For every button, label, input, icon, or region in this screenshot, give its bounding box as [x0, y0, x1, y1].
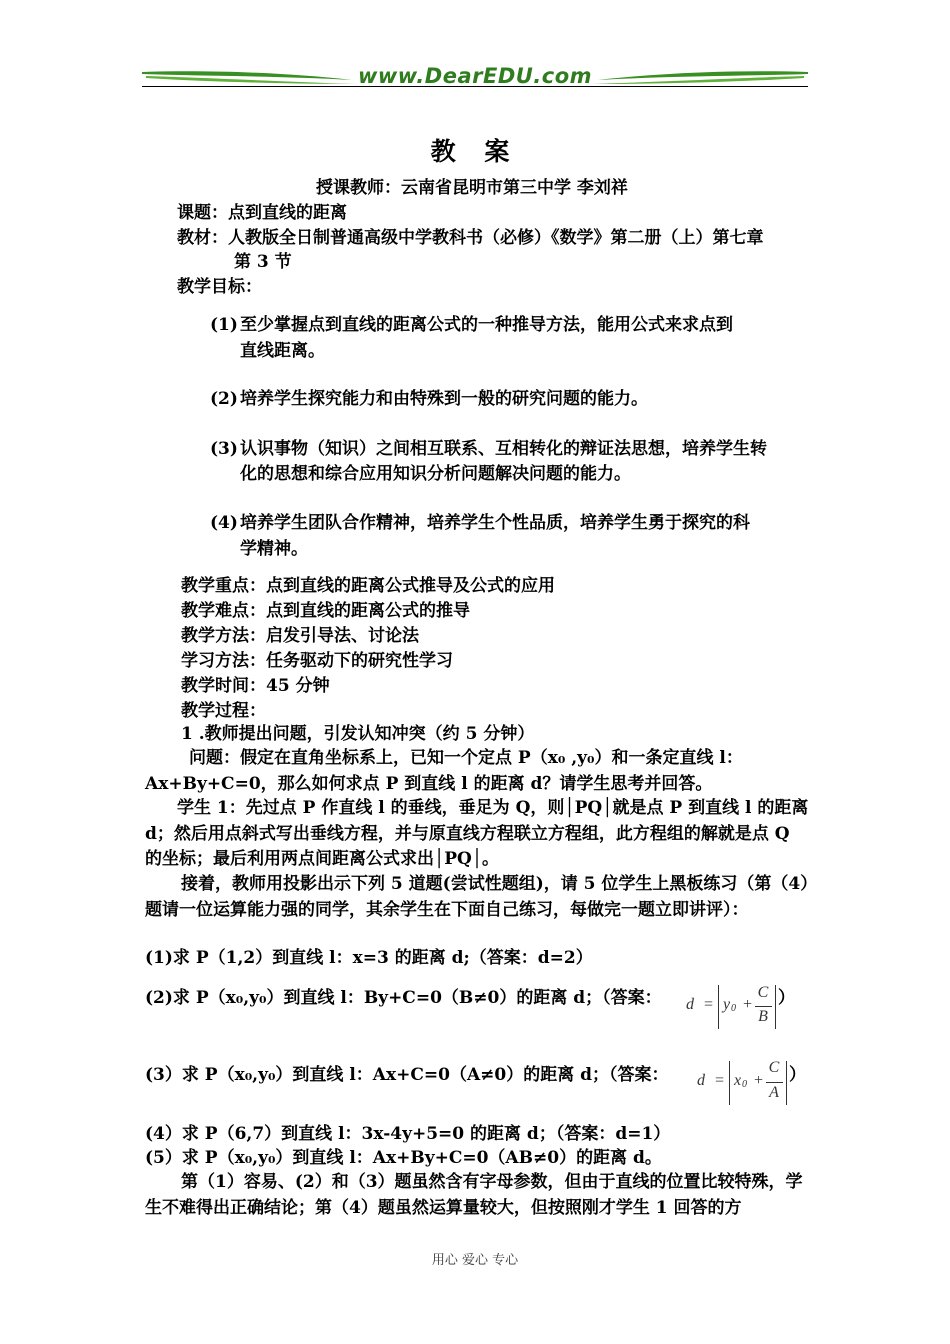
textbook-line-2: 第 3 节 — [234, 252, 292, 272]
teacher-line: 授课教师：云南省昆明市第三中学 李刘祥 — [316, 178, 628, 198]
exercise-item: (4）求 P（6,7）到直线 l：3x-4y+5=0 的距离 d；（答案：d=1） — [145, 1124, 671, 1144]
goal-text: 培养学生团队合作精神，培养学生个性品质，培养学生勇于探究的科 — [240, 513, 750, 533]
exercise-item: (2)求 P（x₀,y₀）到直线 l：By+C=0（B≠0）的距离 d；（答案： — [145, 988, 662, 1008]
exercise-item: (3）求 P（x₀,y₀）到直线 l：Ax+C=0（A≠0）的距离 d；（答案： — [145, 1065, 669, 1085]
abs-bar-right — [786, 1061, 787, 1105]
abs-bar-left — [718, 985, 719, 1029]
step-heading: 1 .教师提出问题，引发认知冲突（约 5 分钟） — [181, 724, 535, 744]
key-point-line: 教学重点：点到直线的距离公式推导及公式的应用 — [181, 576, 555, 596]
student-answer-paragraph: 学生 1：先过点 P 作直线 l 的垂线，垂足为 Q，则│PQ│就是点 P 到直线 l 的距离 d；然后用点斜式写出垂线方程，并与原直线方程联立方程组，此方程组的解就是点 Q 的坐标；最后利用两点间距离公式求出│PQ│。 — [145, 798, 809, 869]
time-line: 教学时间：45 分钟 — [181, 676, 330, 696]
goal-text: 培养学生探究能力和由特殊到一般的研究问题的能力。 — [240, 389, 648, 409]
textbook-line: 教材：人教版全日制普通高级中学教科书（必修）《数学》第二册（上）第七章 — [177, 228, 764, 248]
page-footer: 用心 爱心 专心 — [431, 1253, 519, 1268]
site-url: www.DearEDU.com — [357, 64, 593, 88]
goal-text: 认识事物（知识）之间相互联系、互相转化的辩证法思想，培养学生转 — [240, 439, 767, 459]
goal-number: (2) — [210, 389, 238, 409]
process-label: 教学过程： — [181, 701, 266, 721]
method-line: 教学方法：启发引导法、讨论法 — [181, 626, 419, 646]
fraction-bar — [755, 1006, 772, 1007]
difficulty-line: 教学难点：点到直线的距离公式的推导 — [181, 601, 470, 621]
answer-close: ） — [778, 988, 795, 1008]
goal-number: (3) — [210, 439, 238, 459]
goal-text: 至少掌握点到直线的距离公式的一种推导方法，能用公式来求点到 — [240, 315, 733, 335]
learning-line: 学习方法：任务驱动下的研究性学习 — [181, 651, 453, 671]
goal-text: 直线距离。 — [240, 341, 325, 361]
answer-close: ） — [789, 1065, 806, 1085]
document-page: www.DearEDU.com 教 案 授课教师：云南省昆明市第三中学 李刘祥 课题：点到直线的距离 教材：人教版全日制普通高级中学教科书（必修）《数学》第二册（上）第七章 第 3 节 教学目标： (1) 至少掌握点到直线的距离公式的一种推导方法，能用公式来求点到 直线距离。 (2) 培养学生探究能力和由特殊到一般的研究问题的能力。 (3) 认识事物（知识）之间相互联系、互相转化的辩证法思想，培养学生转 化的思想和综合应用知识分析问题解决问题的能力。 (4) 培养学生团队合作精神，培养学生个性品质，培养学生勇于探究的科 学精神。 教学重点：点到直线的距离公式推导及公式的应用 教学难点：点到直线的距离公式的推导 教学方法：启发引导法、讨论法 学习方法：任务驱动下的研究性学习 教学时间：45 分钟 教学过程： 1 .教师提出问题，引发认知冲突（约 5 分钟） 问题：假定在直角坐标系上，已知一个定点 P（x₀ ,y₀）和一条定直线 l：Ax+By+C=0，那么如何求点 P 到直线 l 的距离 d？请学生思考并回答。 学生 1：先过点 P 作直线 l 的垂线，垂足为 Q，则│PQ│就是点 P 到直线 l 的距离 d；然后用点斜式写出垂线方程，并与原直线方程联立方程组，此方程组的解就是点 Q 的坐标；最后利用两点间距离公式求出│PQ│。 接着，教师用投影出示下列 5 道题(尝试性题组)，请 5 位学生上黑板练习（第（4）题请一位运算能力强的同学，其余学生在下面自己练习，每做完一题立即讲评）： (1)求 P（1,2）到直线 l：x=3 的距离 d;（答案：d=2） (2)求 P（x₀,y₀）到直线 l：By+C=0（B≠0）的距离 d；（答案： d = y 0 + C B ） (3）求 P（x₀,y₀）到直线 l：Ax+C=0（A≠0）的距离 d；（答案： d = x 0 + C A ） (4）求 P（6,7）到直线 l：3x-4y+5=0 的距离 d；（答案：d=1） (5）求 P（x₀,y₀）到直线 l：Ax+By+C=0（AB≠0）的距离 d。 第（1）容易、(2）和（3）题虽然含有字母参数，但由于直线的位置比较特殊，学生不难得出正确结论；第（4）题虽然运算量较大，但按照刚才学生 1 回答的方 用心 爱心 专心 — [0, 0, 950, 1344]
exercise-item: (5）求 P（x₀,y₀）到直线 l：Ax+By+C=0（AB≠0）的距离 d。 — [145, 1148, 662, 1168]
question-paragraph: 问题：假定在直角坐标系上，已知一个定点 P（x₀ ,y₀）和一条定直线 l：Ax+By+C=0，那么如何求点 P 到直线 l 的距离 d？请学生思考并回答。 — [145, 748, 743, 794]
exercise-item: (1)求 P（1,2）到直线 l：x=3 的距离 d;（答案：d=2） — [145, 948, 593, 968]
goals-label: 教学目标： — [177, 277, 262, 297]
goal-number: (1) — [210, 315, 238, 335]
site-header — [142, 62, 808, 92]
topic-line: 课题：点到直线的距离 — [177, 203, 347, 223]
abs-bar-right — [775, 985, 776, 1029]
goal-text: 化的思想和综合应用知识分析问题解决问题的能力。 — [240, 464, 631, 484]
exercise-intro-paragraph: 接着，教师用投影出示下列 5 道题(尝试性题组)，请 5 位学生上黑板练习（第（4）题请一位运算能力强的同学，其余学生在下面自己练习，每做完一题立即讲评）： — [145, 874, 809, 920]
fraction-bar — [766, 1082, 783, 1083]
abs-bar-left — [729, 1061, 730, 1105]
summary-paragraph: 第（1）容易、(2）和（3）题虽然含有字母参数，但由于直线的位置比较特殊，学生不难得出正确结论；第（4）题虽然运算量较大，但按照刚才学生 1 回答的方 — [145, 1172, 803, 1218]
header-rule — [142, 86, 808, 87]
goal-number: (4) — [210, 513, 238, 533]
page-title: 教 案 — [430, 137, 520, 166]
goal-text: 学精神。 — [240, 539, 308, 559]
